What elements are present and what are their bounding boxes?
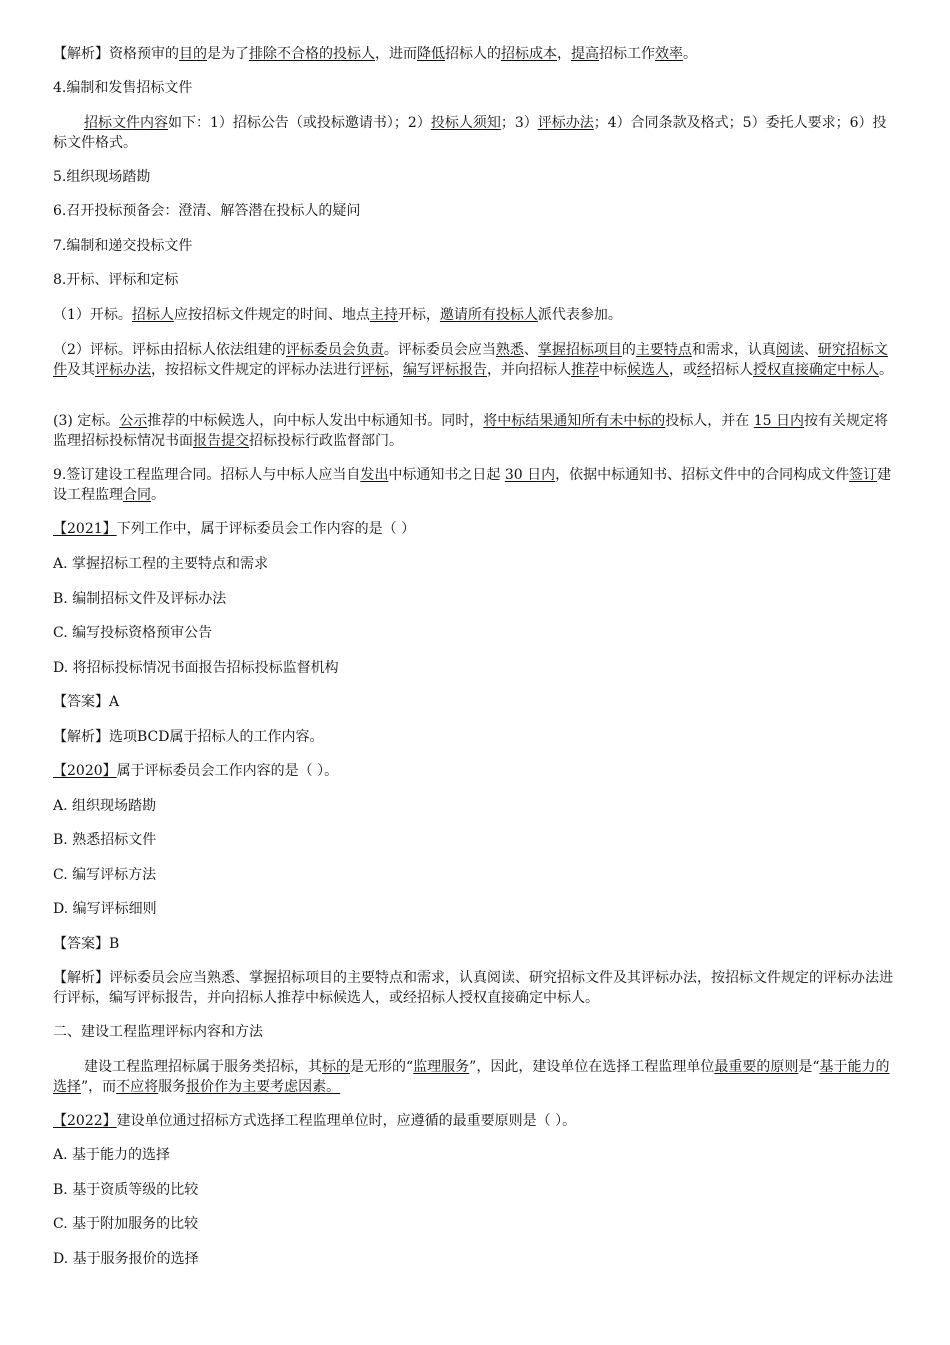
heading-9-contract: 9.签订建设工程监理合同。招标人与中标人应当自发出中标通知书之日起 30 日内，依据中标通知书、招标文件中的合同构成文件签订建设工程监理合同。 xyxy=(53,467,892,503)
question-2022-option-d: D. 基于服务报价的选择 xyxy=(53,1251,199,1267)
question-2020-stem: 【2020】属于评标委员会工作内容的是（ ）。 xyxy=(53,763,339,779)
question-2021-option-d: D. 将招标投标情况书面报告招标投标监督机构 xyxy=(53,660,339,676)
heading-7: 7.编制和递交投标文件 xyxy=(53,238,193,254)
question-2021-answer: 【答案】A xyxy=(53,694,120,710)
question-2022-stem: 【2022】建设单位通过招标方式选择工程监理单位时，应遵循的最重要原则是（ ）。 xyxy=(53,1113,577,1129)
question-2020-analysis: 【解析】评标委员会应当熟悉、掌握招标项目的主要特点和需求，认真阅读、研究招标文件及其评标办法，按招标文件规定的评标办法进行评标，编写评标报告，并向招标人推荐中标候选人，或经招标人授权直接确定中标人。 xyxy=(53,970,893,1006)
question-2021-analysis: 【解析】选项BCD属于招标人的工作内容。 xyxy=(53,729,324,745)
item-bid-evaluation: （2）评标。评标由招标人依法组建的评标委员会负责。评标委员会应当熟悉、掌握招标项目的主要特点和需求，认真阅读、研究招标文件及其评标办法，按招标文件规定的评标办法进行评标，编写评标报告，并向招标人推荐中标候选人，或经招标人授权直接确定中标人。 xyxy=(53,342,893,378)
item-award: (3) 定标。公示推荐的中标候选人，向中标人发出中标通知书。同时，将中标结果通知所有未中标的投标人，并在 15 日内按有关规定将监理招标投标情况书面报告提交招标投标行政监督部门。 xyxy=(53,413,888,449)
heading-4: 4.编制和发售招标文件 xyxy=(53,80,193,96)
heading-5: 5.组织现场踏勘 xyxy=(53,169,151,185)
section-2-paragraph: 建设工程监理招标属于服务类招标，其标的是无形的“监理服务”，因此，建设单位在选择工程监理单位最重要的原则是“基于能力的选择”，而不应将服务报价作为主要考虑因素。 xyxy=(53,1059,890,1095)
question-2021-stem: 【2021】下列工作中，属于评标委员会工作内容的是（ ） xyxy=(53,521,416,537)
section-2-heading: 二、建设工程监理评标内容和方法 xyxy=(53,1024,263,1040)
question-2020-option-d: D. 编写评标细则 xyxy=(53,901,157,917)
question-2020-option-b: B. 熟悉招标文件 xyxy=(53,832,157,848)
question-2020-option-c: C. 编写评标方法 xyxy=(53,867,157,883)
question-2022-option-b: B. 基于资质等级的比较 xyxy=(53,1182,199,1198)
question-2021-option-c: C. 编写投标资格预审公告 xyxy=(53,625,213,641)
question-2020-answer: 【答案】B xyxy=(53,936,120,952)
question-2022-option-a: A. 基于能力的选择 xyxy=(53,1147,171,1163)
question-2021-option-a: A. 掌握招标工程的主要特点和需求 xyxy=(53,556,269,572)
heading-6: 6.召开投标预备会：澄清、解答潜在投标人的疑问 xyxy=(53,203,361,219)
analysis-prequalification: 【解析】资格预审的目的是为了排除不合格的投标人，进而降低招标人的招标成本，提高招标工作效率。 xyxy=(53,46,697,62)
question-2022-option-c: C. 基于附加服务的比较 xyxy=(53,1216,199,1232)
tender-document-contents: 招标文件内容如下：1）招标公告（或投标邀请书）；2）投标人须知；3）评标办法；4）合同条款及格式；5）委托人要求；6）投标文件格式。 xyxy=(53,115,887,151)
item-bid-opening: （1）开标。招标人应按招标文件规定的时间、地点主持开标，邀请所有投标人派代表参加。 xyxy=(53,307,622,323)
heading-8: 8.开标、评标和定标 xyxy=(53,272,179,288)
question-2021-option-b: B. 编制招标文件及评标办法 xyxy=(53,591,227,607)
question-2020-option-a: A. 组织现场踏勘 xyxy=(53,798,157,814)
